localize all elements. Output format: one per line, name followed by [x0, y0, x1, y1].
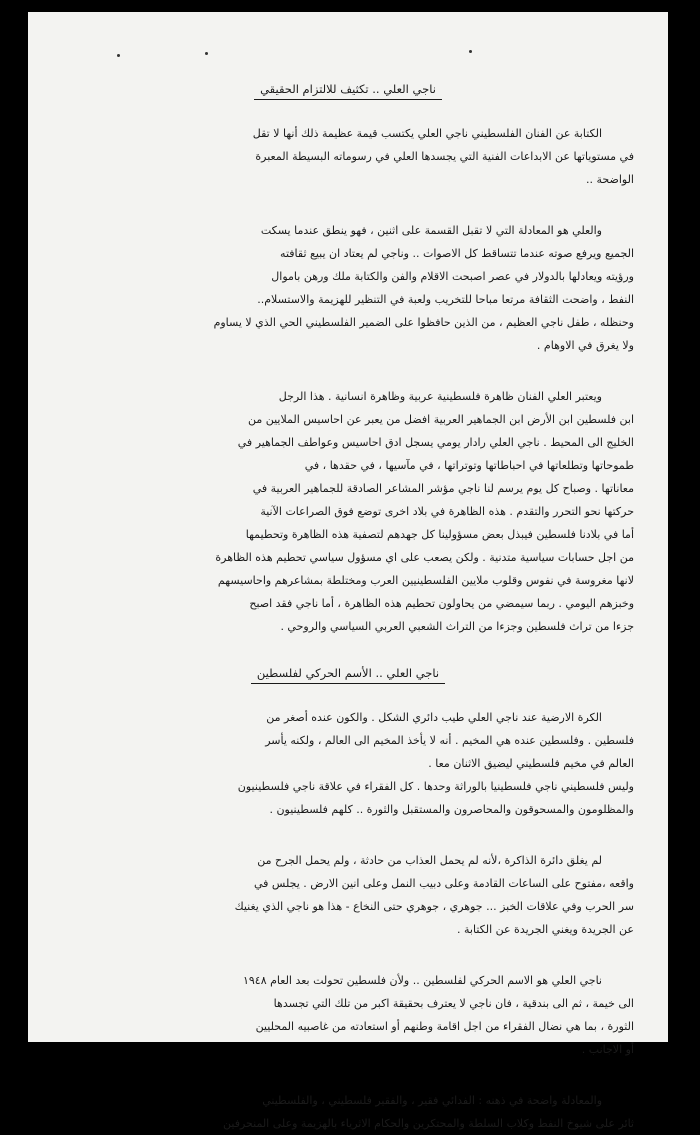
text-line: طموحاتها وتطلعاتها في احباطاتها وتوتراتها ، في مآسيها ، في حقدها ، في — [304, 459, 634, 472]
document-body — [62, 82, 634, 1135]
text-line: الواضحة .. — [586, 173, 634, 186]
paragraph — [62, 706, 634, 821]
text-line: فلسطين . وفلسطين عنده هي المخيم . أنه لا يأخذ المخيم الى العالم ، ولكنه يأسر — [265, 734, 634, 747]
ink-speck — [205, 52, 208, 55]
text-line: والعلي هو المعادلة التي لا تقبل القسمة على اثنين ، فهو ينطق عندما يسكت — [260, 224, 602, 237]
text-line: والمظلومون والمسحوقون والمحاصرون والمستقبل والثورة .. كلهم فلسطينيون . — [269, 803, 634, 816]
section-heading — [62, 666, 634, 684]
section-heading — [62, 82, 634, 100]
paragraph — [62, 219, 634, 357]
text-line: عن الجريدة ويغني الجريدة عن الكتابة . — [457, 923, 634, 936]
text-line: ثائر على شيوخ النفط وكلاب السلطة والمحتكرين والحكام الاثرياء بالهزيمة وعلى المنحرفين — [223, 1117, 634, 1130]
text-line: الكرة الارضية عند ناجي العلي طيب دائري الشكل . والكون عنده أصغر من — [266, 711, 602, 724]
ink-speck — [117, 54, 120, 57]
paragraph — [62, 969, 634, 1061]
text-line: ورؤيته ويعادلها بالدولار في عصر اصبحت الاقلام والفن والكتابة ملك ورهن باموال — [271, 270, 634, 283]
text-line: واقعه ،مفتوح على الساعات القادمة وعلى دبيب النمل وعلى انين الارض . يجلس في — [254, 877, 634, 890]
text-line: وحنظله ، طفل ناجي العظيم ، من الذين حافظوا على الضمير الفلسطيني الحي الذي لا يساوم — [213, 316, 634, 329]
section-heading-text: ناجي العلي .. تكثيف للالتزام الحقيقي — [254, 82, 442, 100]
text-line: أو الاجانب . — [581, 1043, 634, 1056]
text-line: النفط ، واضحت الثقافة مرتعا مباحا للتخريب ولعبة في التنظير للهزيمة والاستسلام.. — [257, 293, 634, 306]
text-line: سر الحرب وفي علاقات الخبز ... جوهري ، جوهري حتى النخاع - هذا هو ناجي الذي يغنيك — [234, 900, 634, 913]
text-line: الخليج الى المحيط . ناجي العلي رادار يومي يسجل ادق احاسيس وعواطف الجماهير في — [237, 436, 634, 449]
paragraph — [62, 1089, 634, 1135]
text-line: الثورة ، بما هي نضال الفقراء من اجل اقامة وطنهم أو استعادته من غاصبيه المحليين — [255, 1020, 634, 1033]
text-line: وخبزهم اليومي . ربما سيمضي من يحاولون تحطيم هذه الظاهرة ، أما ناجي فقد اصبح — [249, 597, 634, 610]
text-line: الكتابة عن الفنان الفلسطيني ناجي العلي يكتسب قيمة عظيمة ذلك أنها لا تقل — [252, 127, 602, 140]
paragraph — [62, 122, 634, 191]
text-line: ابن فلسطين ابن الأرض ابن الجماهير العربية افضل من يعبر عن احاسيس الملايين من — [247, 413, 634, 426]
text-line: من اجل حسابات سياسية متدنية . ولكن يصعب على اي مسؤول سياسي تحطيم هذه الظاهرة — [215, 551, 634, 564]
text-line: العالم في مخيم فلسطيني ليضيق الاثنان معا . — [428, 757, 634, 770]
ink-speck — [469, 50, 472, 53]
text-line: الجميع ويرفع صوته عندما تتساقط كل الاصوات .. وناجي لم يعتاد ان يبيع ثقافته — [280, 247, 634, 260]
section-heading-text: ناجي العلي .. الأسم الحركي لفلسطين — [251, 666, 445, 684]
text-line: في مستوياتها عن الابداعات الفنية التي يجسدها العلي في رسوماته البسيطة المعبرة — [255, 150, 634, 163]
paragraph — [62, 849, 634, 941]
text-line: معاناتها . وصباح كل يوم يرسم لنا ناجي مؤشر المشاعر الصادقة للجماهير العربية في — [252, 482, 634, 495]
text-line: لم يغلق دائرة الذاكرة ،لأنه لم يحمل العذاب من حادثة ، ولم يحمل الجرح من — [257, 854, 602, 867]
text-line: والمعادلة واضحة في ذهنه : الفدائي فقير ، والفقير فلسطيني ، والفلسطيني — [262, 1094, 602, 1107]
text-line: ويعتبر العلي الفنان ظاهرة فلسطينية عربية وظاهرة انسانية . هذا الرجل — [278, 390, 602, 403]
paragraph — [62, 385, 634, 638]
document-page — [28, 12, 668, 1130]
text-line: أما في بلادنا فلسطين فيبذل بعض مسؤولينا كل جهدهم لتصفية هذه الظاهرة وتحطيمها — [245, 528, 634, 541]
text-line: جزءا من تراث فلسطين وجزءا من التراث الشعبي العربي السياسي والروحي . — [280, 620, 634, 633]
text-line: وليس فلسطيني ناجي فلسطينيا بالوراثة وحدها . كل الفقراء في علاقة ناجي فلسطينيون — [237, 780, 634, 793]
text-line: الى خيمة ، ثم الى بندقية ، فان ناجي لا يعترف بحقيقة اكبر من تلك التي تجسدها — [273, 997, 634, 1010]
text-line: ناجي العلي هو الاسم الحركي لفلسطين .. ولأن فلسطين تحولت بعد العام ١٩٤٨ — [242, 974, 602, 987]
text-line: ولا يغرق في الاوهام . — [536, 339, 634, 352]
text-line: حركتها نحو التحرر والتقدم . هذه الظاهرة في بلاد اخرى توضع فوق الصراعات الآنية — [260, 505, 634, 518]
text-line: لانها مغروسة في نفوس وقلوب ملايين الفلسطينيين العرب ومختلطة بمشاعرهم واحاسيسهم — [217, 574, 634, 587]
